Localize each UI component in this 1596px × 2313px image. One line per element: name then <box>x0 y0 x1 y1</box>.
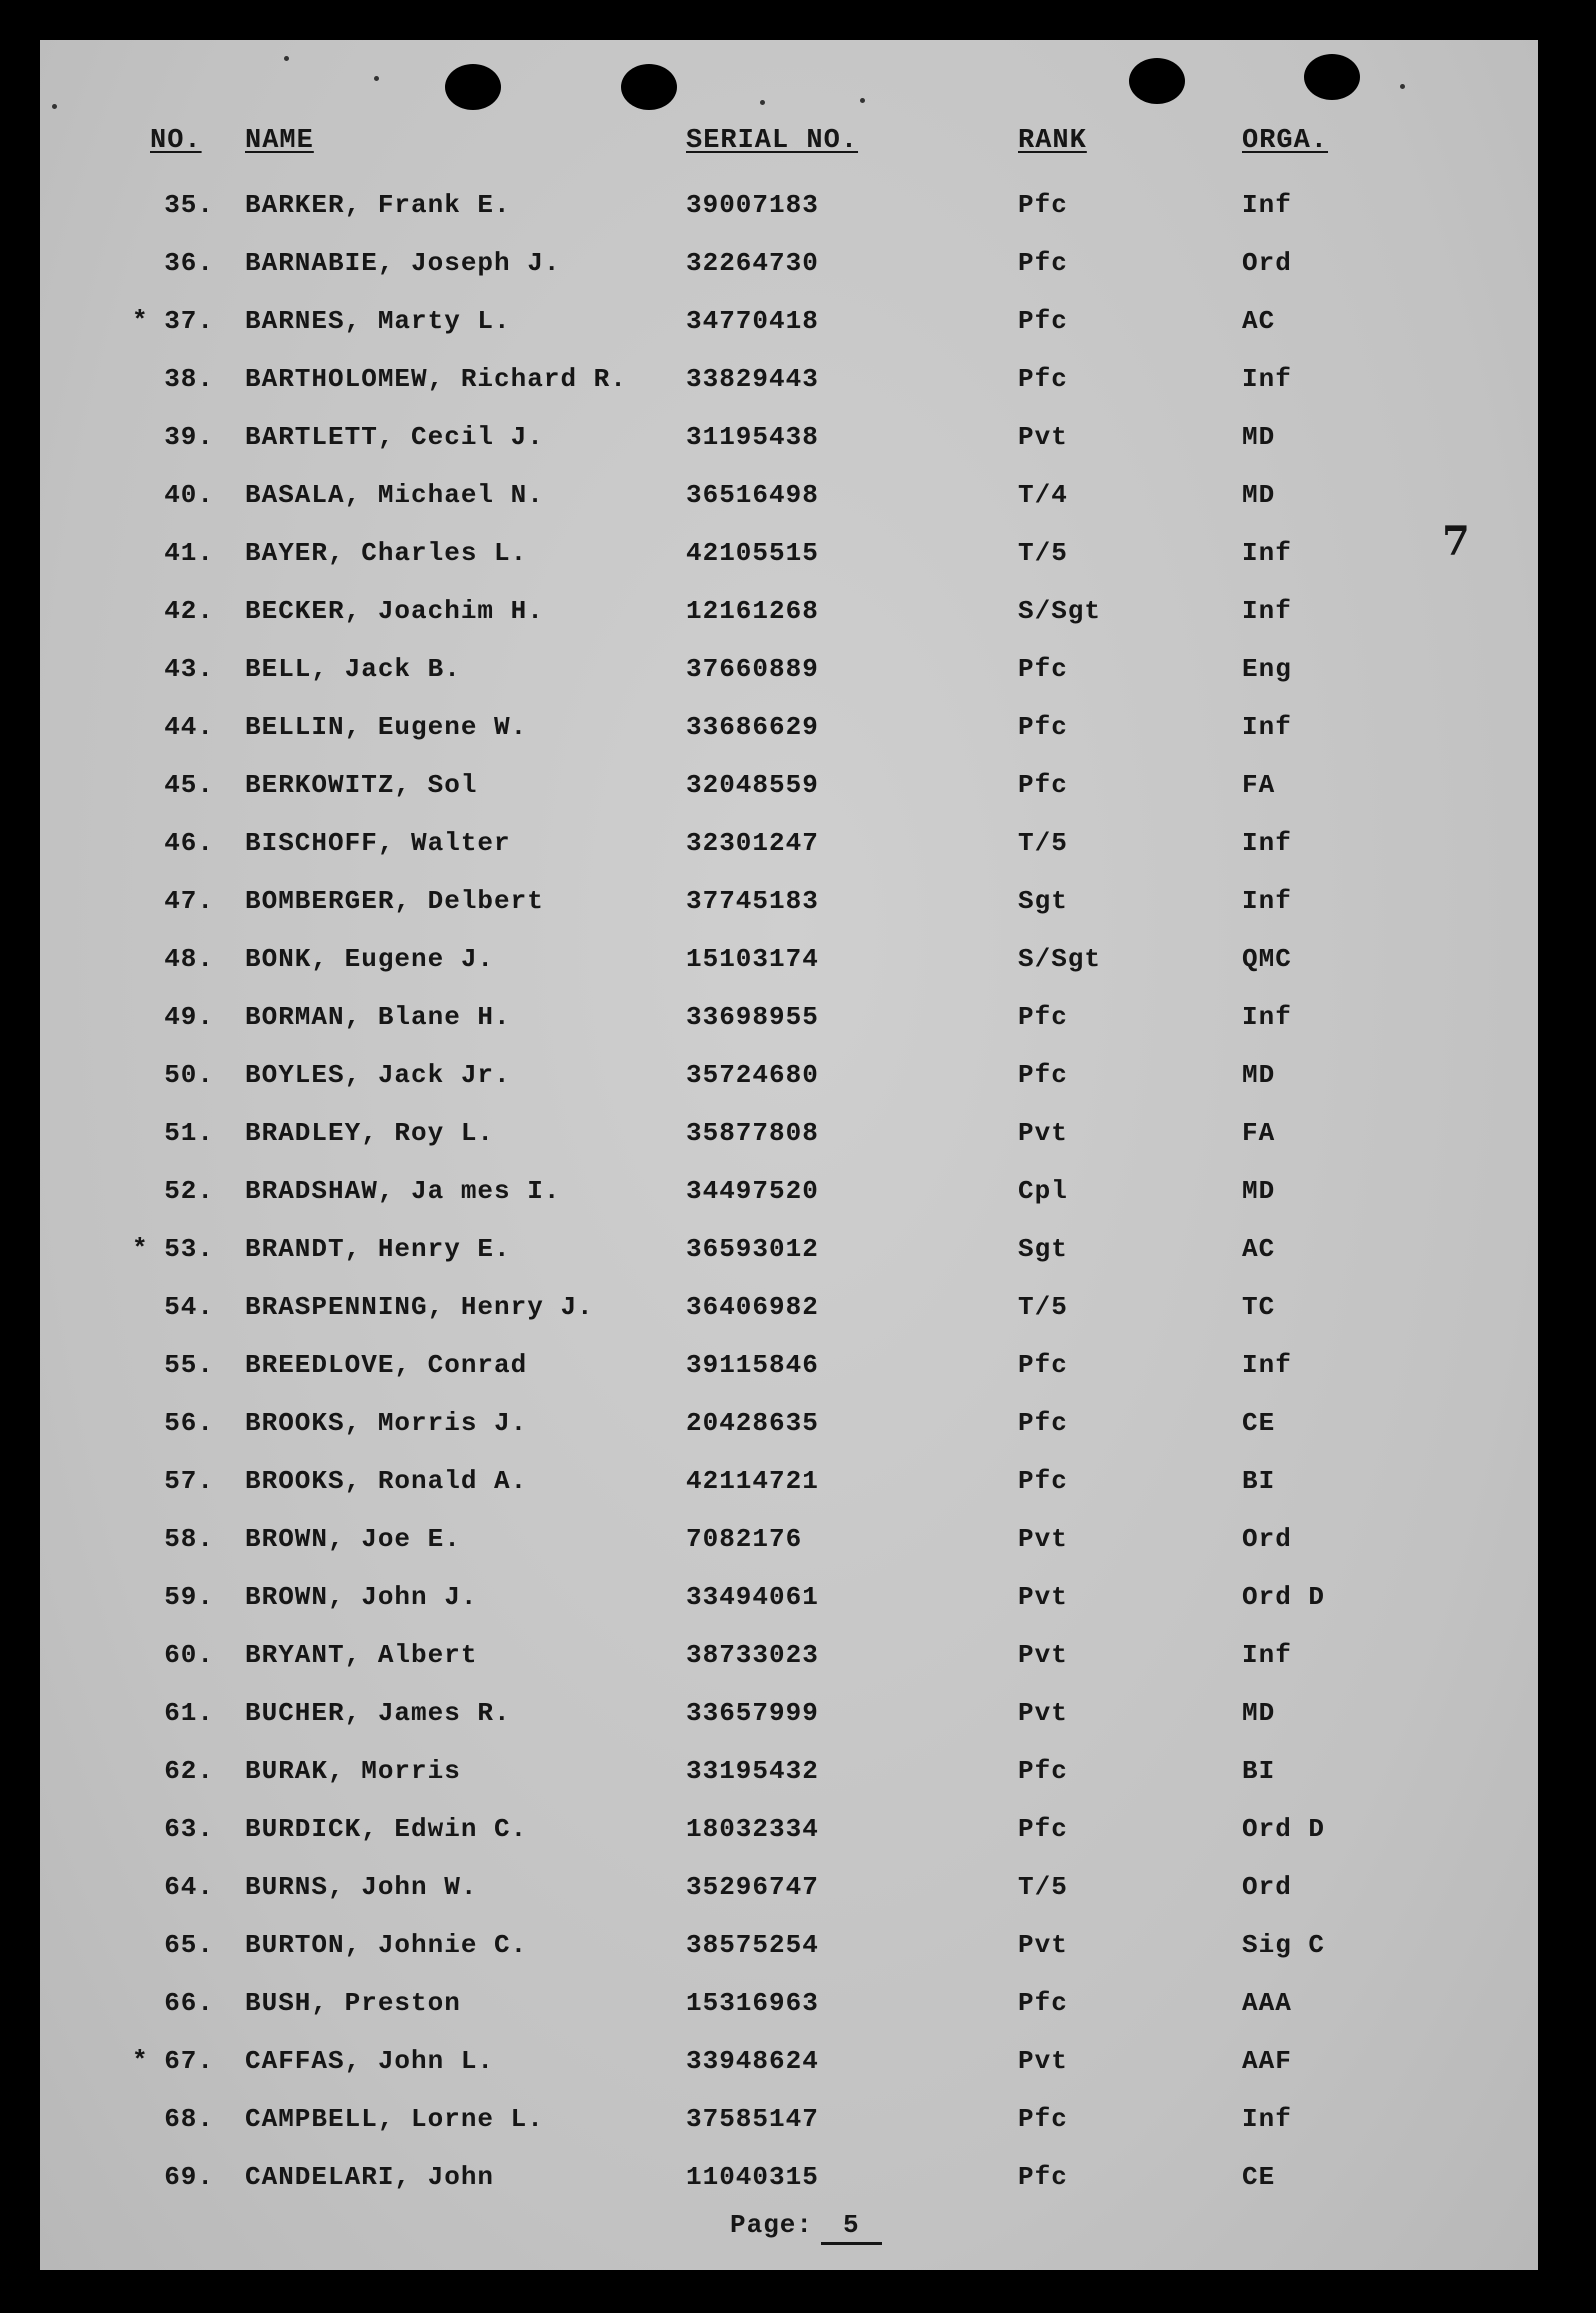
soldier-name: BROWN, John J. <box>245 1582 478 1612</box>
serial-number: 35877808 <box>686 1118 819 1148</box>
organization: Inf <box>1242 828 1292 858</box>
rank: Pvt <box>1018 1582 1068 1612</box>
organization: MD <box>1242 1698 1276 1728</box>
rank: Pfc <box>1018 1060 1068 1090</box>
roster-row <box>40 1466 1538 1524</box>
serial-number: 42105515 <box>686 538 819 568</box>
roster-row <box>40 712 1538 770</box>
row-number: 69. <box>164 2162 214 2192</box>
serial-number: 39115846 <box>686 1350 819 1380</box>
organization: Ord D <box>1242 1814 1326 1844</box>
organization: Inf <box>1242 596 1292 626</box>
organization: FA <box>1242 770 1276 800</box>
roster-row <box>40 1872 1538 1930</box>
roster-row <box>40 1292 1538 1350</box>
roster-row <box>40 1118 1538 1176</box>
rank: Pfc <box>1018 654 1068 684</box>
serial-number: 15103174 <box>686 944 819 974</box>
serial-number: 33829443 <box>686 364 819 394</box>
rank: Pvt <box>1018 1118 1068 1148</box>
rank: Pfc <box>1018 1408 1068 1438</box>
rank: Pfc <box>1018 306 1068 336</box>
paper-speck <box>284 56 289 61</box>
row-number: 54. <box>164 1292 214 1322</box>
row-number: 58. <box>164 1524 214 1554</box>
row-number: 38. <box>164 364 214 394</box>
row-number: 36. <box>164 248 214 278</box>
soldier-name: BARNABIE, Joseph J. <box>245 248 561 278</box>
roster-row <box>40 1176 1538 1234</box>
organization: AC <box>1242 1234 1276 1264</box>
row-number: 37. <box>164 306 214 336</box>
row-number: 61. <box>164 1698 214 1728</box>
star-mark: * <box>132 306 149 336</box>
row-number: 66. <box>164 1988 214 2018</box>
roster-row <box>40 1350 1538 1408</box>
rank: Pfc <box>1018 2104 1068 2134</box>
soldier-name: BRASPENNING, Henry J. <box>245 1292 594 1322</box>
star-mark: * <box>132 2046 149 2076</box>
soldier-name: BRADLEY, Roy L. <box>245 1118 495 1148</box>
row-number: 63. <box>164 1814 214 1844</box>
rank: Pfc <box>1018 1756 1068 1786</box>
soldier-name: BURAK, Morris <box>245 1756 461 1786</box>
roster-row <box>40 828 1538 886</box>
organization: Inf <box>1242 712 1292 742</box>
row-number: 65. <box>164 1930 214 1960</box>
organization: Inf <box>1242 1350 1292 1380</box>
header-serial: SERIAL NO. <box>686 126 859 156</box>
column-headers <box>40 126 1538 166</box>
row-number: 60. <box>164 1640 214 1670</box>
punch-hole-2 <box>621 64 677 110</box>
serial-number: 32264730 <box>686 248 819 278</box>
row-number: 35. <box>164 190 214 220</box>
roster-row <box>40 1002 1538 1060</box>
roster-row <box>40 1524 1538 1582</box>
organization: MD <box>1242 1176 1276 1206</box>
organization: BI <box>1242 1756 1276 1786</box>
organization: Inf <box>1242 2104 1292 2134</box>
soldier-name: BROWN, Joe E. <box>245 1524 461 1554</box>
rank: Pfc <box>1018 1466 1068 1496</box>
soldier-name: BECKER, Joachim H. <box>245 596 544 626</box>
serial-number: 32301247 <box>686 828 819 858</box>
row-number: 62. <box>164 1756 214 1786</box>
soldier-name: BROOKS, Morris J. <box>245 1408 528 1438</box>
soldier-name: BRADSHAW, Ja mes I. <box>245 1176 561 1206</box>
roster-row <box>40 248 1538 306</box>
serial-number: 33657999 <box>686 1698 819 1728</box>
organization: MD <box>1242 480 1276 510</box>
serial-number: 32048559 <box>686 770 819 800</box>
organization: CE <box>1242 1408 1276 1438</box>
organization: TC <box>1242 1292 1276 1322</box>
serial-number: 18032334 <box>686 1814 819 1844</box>
organization: Ord D <box>1242 1582 1326 1612</box>
serial-number: 39007183 <box>686 190 819 220</box>
soldier-name: BELLIN, Eugene W. <box>245 712 528 742</box>
row-number: 67. <box>164 2046 214 2076</box>
punch-hole-4 <box>1304 54 1360 100</box>
rank: T/5 <box>1018 538 1068 568</box>
roster-row <box>40 306 1538 364</box>
roster-row <box>40 944 1538 1002</box>
row-number: 49. <box>164 1002 214 1032</box>
row-number: 57. <box>164 1466 214 1496</box>
row-number: 55. <box>164 1350 214 1380</box>
soldier-name: BREEDLOVE, Conrad <box>245 1350 528 1380</box>
serial-number: 12161268 <box>686 596 819 626</box>
serial-number: 33195432 <box>686 1756 819 1786</box>
soldier-name: BOYLES, Jack Jr. <box>245 1060 511 1090</box>
roster-row <box>40 1408 1538 1466</box>
serial-number: 37660889 <box>686 654 819 684</box>
punch-hole-1 <box>445 64 501 110</box>
roster-row <box>40 1988 1538 2046</box>
roster-row <box>40 654 1538 712</box>
row-number: 53. <box>164 1234 214 1264</box>
header-org: ORGA. <box>1242 126 1329 156</box>
organization: Inf <box>1242 538 1292 568</box>
serial-number: 31195438 <box>686 422 819 452</box>
soldier-name: BURNS, John W. <box>245 1872 478 1902</box>
rank: Pvt <box>1018 1698 1068 1728</box>
soldier-name: BARKER, Frank E. <box>245 190 511 220</box>
roster-list <box>40 190 1538 2220</box>
soldier-name: BASALA, Michael N. <box>245 480 544 510</box>
rank: Cpl <box>1018 1176 1068 1206</box>
serial-number: 33686629 <box>686 712 819 742</box>
row-number: 39. <box>164 422 214 452</box>
rank: Pvt <box>1018 1640 1068 1670</box>
row-number: 42. <box>164 596 214 626</box>
rank: Pfc <box>1018 2162 1068 2192</box>
header-no: NO. <box>150 126 202 156</box>
roster-row <box>40 364 1538 422</box>
row-number: 59. <box>164 1582 214 1612</box>
row-number: 51. <box>164 1118 214 1148</box>
organization: MD <box>1242 422 1276 452</box>
serial-number: 36406982 <box>686 1292 819 1322</box>
rank: S/Sgt <box>1018 944 1102 974</box>
roster-row <box>40 480 1538 538</box>
serial-number: 37585147 <box>686 2104 819 2134</box>
rank: Sgt <box>1018 1234 1068 1264</box>
rank: Pfc <box>1018 1988 1068 2018</box>
paper-speck <box>1400 84 1405 89</box>
serial-number: 38733023 <box>686 1640 819 1670</box>
roster-row <box>40 886 1538 944</box>
soldier-name: BONK, Eugene J. <box>245 944 495 974</box>
row-number: 43. <box>164 654 214 684</box>
rank: S/Sgt <box>1018 596 1102 626</box>
organization: Ord <box>1242 248 1292 278</box>
rank: Pfc <box>1018 248 1068 278</box>
rank: T/4 <box>1018 480 1068 510</box>
soldier-name: BROOKS, Ronald A. <box>245 1466 528 1496</box>
serial-number: 11040315 <box>686 2162 819 2192</box>
roster-row <box>40 596 1538 654</box>
row-number: 46. <box>164 828 214 858</box>
row-number: 68. <box>164 2104 214 2134</box>
serial-number: 34770418 <box>686 306 819 336</box>
organization: Sig C <box>1242 1930 1326 1960</box>
serial-number: 34497520 <box>686 1176 819 1206</box>
rank: Pfc <box>1018 1814 1068 1844</box>
soldier-name: CAMPBELL, Lorne L. <box>245 2104 544 2134</box>
rank: Pfc <box>1018 364 1068 394</box>
rank: Pvt <box>1018 2046 1068 2076</box>
rank: Pvt <box>1018 1524 1068 1554</box>
row-number: 44. <box>164 712 214 742</box>
organization: Ord <box>1242 1524 1292 1554</box>
organization: Inf <box>1242 364 1292 394</box>
organization: BI <box>1242 1466 1276 1496</box>
row-number: 41. <box>164 538 214 568</box>
soldier-name: CAFFAS, John L. <box>245 2046 495 2076</box>
rank: T/5 <box>1018 1872 1068 1902</box>
rank: Pfc <box>1018 1002 1068 1032</box>
serial-number: 35724680 <box>686 1060 819 1090</box>
header-rank: RANK <box>1018 126 1087 156</box>
organization: QMC <box>1242 944 1292 974</box>
rank: Pfc <box>1018 190 1068 220</box>
soldier-name: BARTLETT, Cecil J. <box>245 422 544 452</box>
serial-number: 15316963 <box>686 1988 819 2018</box>
serial-number: 33494061 <box>686 1582 819 1612</box>
serial-number: 36593012 <box>686 1234 819 1264</box>
page-label: Page: <box>730 2210 814 2240</box>
roster-row <box>40 1930 1538 1988</box>
serial-number: 33698955 <box>686 1002 819 1032</box>
roster-row <box>40 770 1538 828</box>
roster-row <box>40 1640 1538 1698</box>
organization: AAA <box>1242 1988 1292 2018</box>
serial-number: 35296747 <box>686 1872 819 1902</box>
page-number: 5 <box>821 2210 882 2245</box>
soldier-name: BOMBERGER, Delbert <box>245 886 544 916</box>
soldier-name: BISCHOFF, Walter <box>245 828 511 858</box>
row-number: 56. <box>164 1408 214 1438</box>
soldier-name: BARTHOLOMEW, Richard R. <box>245 364 627 394</box>
organization: Ord <box>1242 1872 1292 1902</box>
rank: T/5 <box>1018 828 1068 858</box>
soldier-name: BURTON, Johnie C. <box>245 1930 528 1960</box>
serial-number: 7082176 <box>686 1524 803 1554</box>
paper-speck <box>374 76 379 81</box>
row-number: 40. <box>164 480 214 510</box>
organization: Inf <box>1242 1002 1292 1032</box>
organization: MD <box>1242 1060 1276 1090</box>
serial-number: 36516498 <box>686 480 819 510</box>
serial-number: 42114721 <box>686 1466 819 1496</box>
paper-speck <box>760 100 765 105</box>
roster-row <box>40 538 1538 596</box>
roster-row <box>40 1582 1538 1640</box>
serial-number: 33948624 <box>686 2046 819 2076</box>
roster-row <box>40 1698 1538 1756</box>
roster-row <box>40 422 1538 480</box>
row-number: 45. <box>164 770 214 800</box>
roster-row <box>40 2046 1538 2104</box>
organization: AAF <box>1242 2046 1292 2076</box>
soldier-name: BURDICK, Edwin C. <box>245 1814 528 1844</box>
row-number: 48. <box>164 944 214 974</box>
roster-row <box>40 1756 1538 1814</box>
margin-mark: 7 <box>1442 518 1470 565</box>
organization: AC <box>1242 306 1276 336</box>
organization: Inf <box>1242 886 1292 916</box>
soldier-name: BORMAN, Blane H. <box>245 1002 511 1032</box>
roster-row <box>40 1060 1538 1118</box>
roster-row <box>40 1234 1538 1292</box>
organization: Eng <box>1242 654 1292 684</box>
page-footer <box>730 2210 882 2245</box>
rank: Pfc <box>1018 770 1068 800</box>
soldier-name: CANDELARI, John <box>245 2162 495 2192</box>
rank: Pfc <box>1018 712 1068 742</box>
soldier-name: BARNES, Marty L. <box>245 306 511 336</box>
roster-row <box>40 1814 1538 1872</box>
soldier-name: BUCHER, James R. <box>245 1698 511 1728</box>
row-number: 52. <box>164 1176 214 1206</box>
soldier-name: BUSH, Preston <box>245 1988 461 2018</box>
roster-row <box>40 190 1538 248</box>
rank: Sgt <box>1018 886 1068 916</box>
soldier-name: BERKOWITZ, Sol <box>245 770 478 800</box>
star-mark: * <box>132 1234 149 1264</box>
row-number: 47. <box>164 886 214 916</box>
rank: Pvt <box>1018 422 1068 452</box>
soldier-name: BRANDT, Henry E. <box>245 1234 511 1264</box>
roster-row <box>40 2104 1538 2162</box>
soldier-name: BAYER, Charles L. <box>245 538 528 568</box>
row-number: 64. <box>164 1872 214 1902</box>
serial-number: 20428635 <box>686 1408 819 1438</box>
organization: Inf <box>1242 1640 1292 1670</box>
punch-hole-3 <box>1129 58 1185 104</box>
soldier-name: BELL, Jack B. <box>245 654 461 684</box>
organization: CE <box>1242 2162 1276 2192</box>
paper-speck <box>860 98 865 103</box>
organization: Inf <box>1242 190 1292 220</box>
roster-page <box>40 40 1538 2270</box>
row-number: 50. <box>164 1060 214 1090</box>
serial-number: 38575254 <box>686 1930 819 1960</box>
rank: Pvt <box>1018 1930 1068 1960</box>
soldier-name: BRYANT, Albert <box>245 1640 478 1670</box>
rank: Pfc <box>1018 1350 1068 1380</box>
organization: FA <box>1242 1118 1276 1148</box>
paper-speck <box>52 104 57 109</box>
header-name: NAME <box>245 126 314 156</box>
serial-number: 37745183 <box>686 886 819 916</box>
rank: T/5 <box>1018 1292 1068 1322</box>
